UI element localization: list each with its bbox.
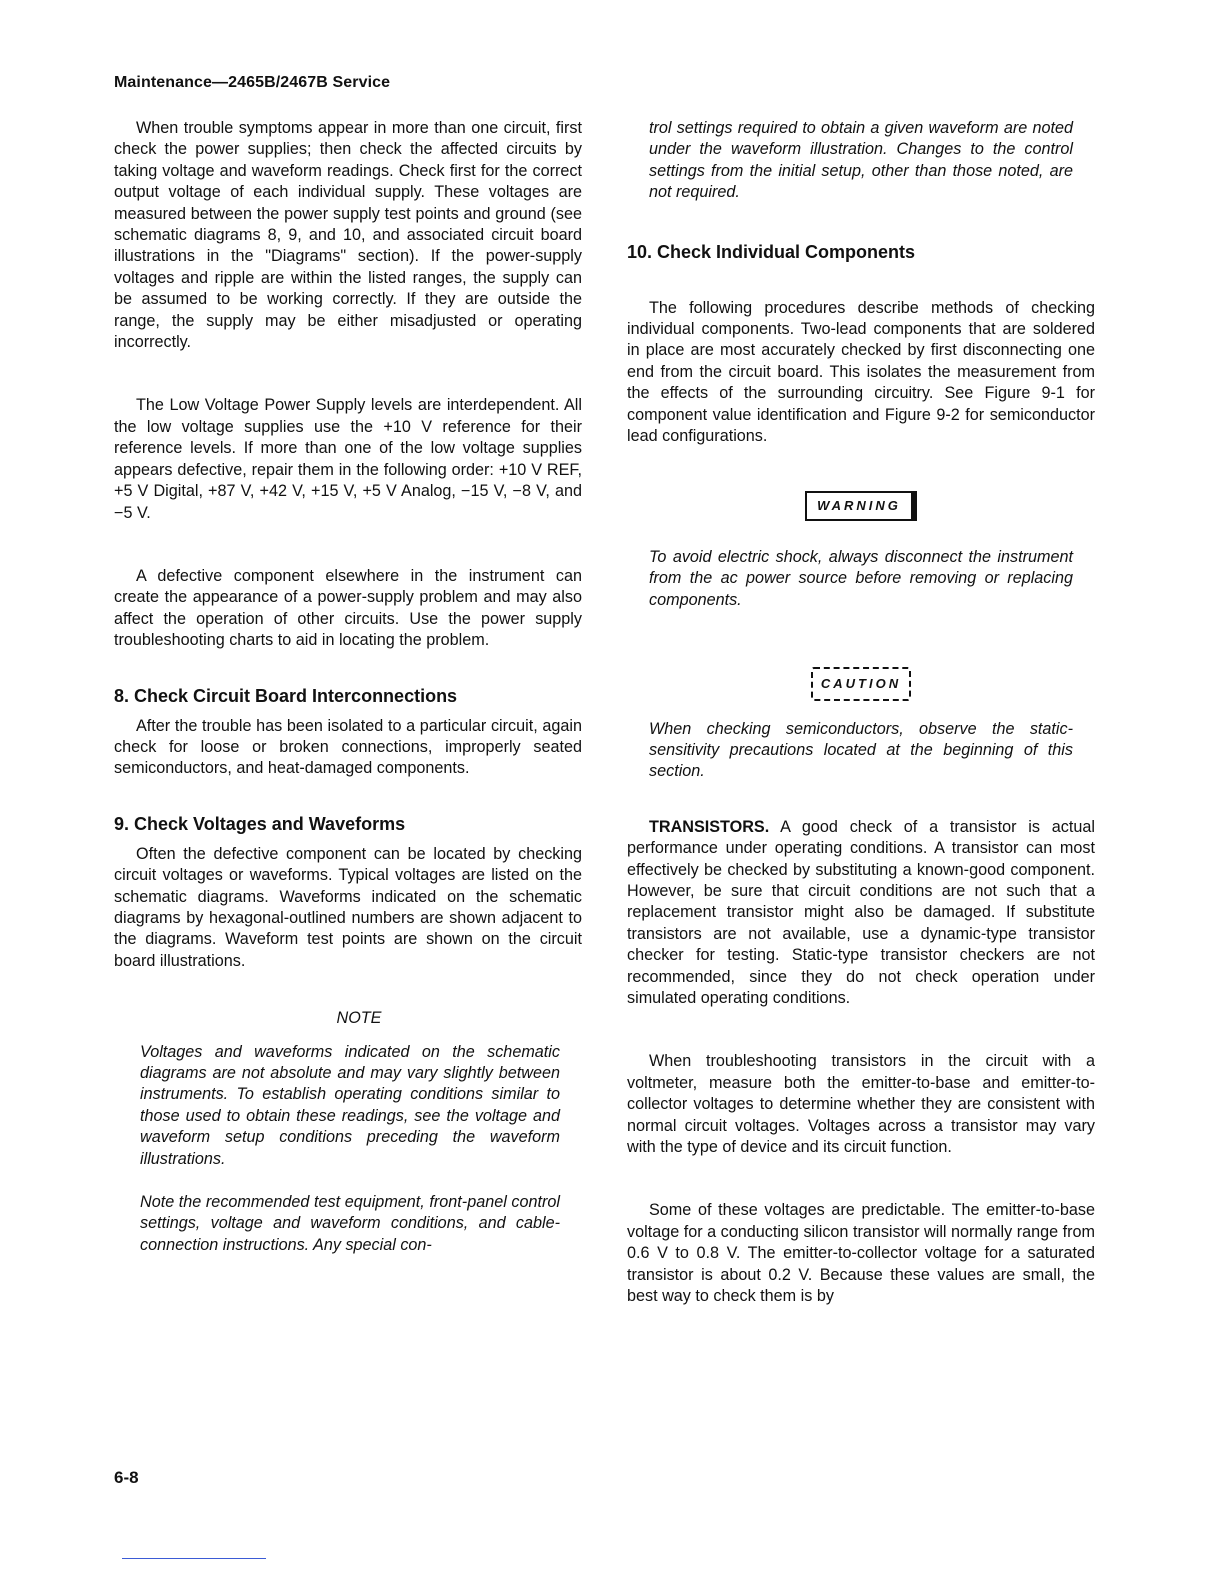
heading-check-components: 10. Check Individual Components [627,241,916,262]
note-text-continued: trol settings required to obtain a given waveform are noted under the waveform illustration. Changes to the control settings from the initial setup, other than those noted, are not required. [649,119,1073,202]
note-text-2: Note the recommended test equipment, front-panel control settings, voltage and waveform conditions, and cable-connection instructions. Any special con- [140,1193,560,1254]
left-column [114,118,582,1256]
heading-check-voltages: 9. Check Voltages and Waveforms [114,813,406,834]
paragraph-interconnections: After the trouble has been isolated to a particular circuit, again check for loose or broken connections, improperly seated semiconductors, and heat-damaged components. [114,716,582,778]
paragraph-power-supply-check: When trouble symptoms appear in more than one circuit, first check the power supplies; then check the affected circuits by taking voltage and waveform readings. Check first for the correct output voltage of each individual supply. These voltages are measured between the power supply test points and ground (see schematic diagrams 8, 9, and 10, and associated circuit board illustrations in the "Diagrams" section). If the power-supply voltages and ripple are within the listed ranges, the supply can be assumed to be working correctly. If they are outside the range, the supply may be either misadjusted or operating incorrectly. [114,119,582,352]
paragraph-predictable-voltages: Some of these voltages are predictable. The emitter-to-base voltage for a conducting silicon transistor will normally range from 0.6 V to 0.8 V. The emitter-to-collector voltage for a saturated transistor is about 0.2 V. Because these values are small, the best way to check them is by [627,1201,1095,1306]
paragraph-check-components: The following procedures describe methods of checking individual components. Two-lead components that are soldered in place are most accurately checked by first disconnecting one end from the circuit board. This isolates the measurement from the effects of the surrounding circuitry. See Figure 9-1 for component value identification and Figure 9-2 for semiconductor lead configurations. [627,298,1095,446]
heading-check-interconnections: 8. Check Circuit Board Interconnections [114,685,458,706]
warning-text: To avoid electric shock, always disconnect the instrument from the ac power source before removing or replacing components. [649,547,1073,609]
transistors-text: A good check of a transistor is actual performance under operating conditions. A transistor can most effectively be checked by substituting a known-good component. However, be sure that circuit conditions are not such that a replacement transistor might also be damaged. If substitute transistors are not available, use a dynamic-type transistor checker for testing. Static-type transistor checkers are not recommended, since they do not check operation under simulated operating conditions. [627,817,1095,1007]
caution-label: CAUTION [811,667,911,700]
footer-rule [122,1558,266,1559]
paragraph-troubleshooting-transistors: When troubleshooting transistors in the circuit with a voltmeter, measure both the emitter-to-base and emitter-to-collector voltages to determine whether they are consistent with normal circuit voltages. Voltages across a transistor may vary with the type of device and its circuit function. [627,1052,1095,1156]
note-text-1: Voltages and waveforms indicated on the schematic diagrams are not absolute and may vary slightly between instruments. To establish operating conditions similar to those used to obtain these readings, see the voltage and waveform setup conditions preceding the waveform illustrations. [140,1042,560,1168]
paragraph-transistors [627,817,1095,1010]
caution-text: When checking semiconductors, observe the static-sensitivity precautions located at the beginning of this section. [649,719,1073,781]
paragraph-voltages-waveforms: Often the defective component can be located by checking circuit voltages or waveforms. Typical voltages are listed on the schematic diagrams. Waveforms indicated on the schematic diagrams by hexagonal-outlined numbers are shown adjacent to the diagrams. Waveform test points are shown on the circuit board illustrations. [114,844,582,970]
note-title: NOTE [336,1009,382,1028]
running-header: Maintenance—2465B/2467B Service [114,74,391,91]
page-number: 6-8 [114,1468,139,1487]
paragraph-low-voltage-order: The Low Voltage Power Supply levels are interdependent. All the low voltage supplies use the +10 V reference for their reference levels. If more than one of the low voltage supplies appears defective, repair them in the following order: +10 V REF, +5 V Digital, +87 V, +42 V, +15 V, +5 V Analog, −15 V, −8 V, and −5 V. [114,396,582,522]
paragraph-defective-component: A defective component elsewhere in the instrument can create the appearance of a power-supply problem and may also affect the operation of other circuits. Use the power supply troubleshooting charts to aid in locating the problem. [114,566,582,650]
right-column [627,118,1095,1307]
warning-label: WARNING [805,491,917,520]
transistors-lead: TRANSISTORS. [649,817,770,836]
